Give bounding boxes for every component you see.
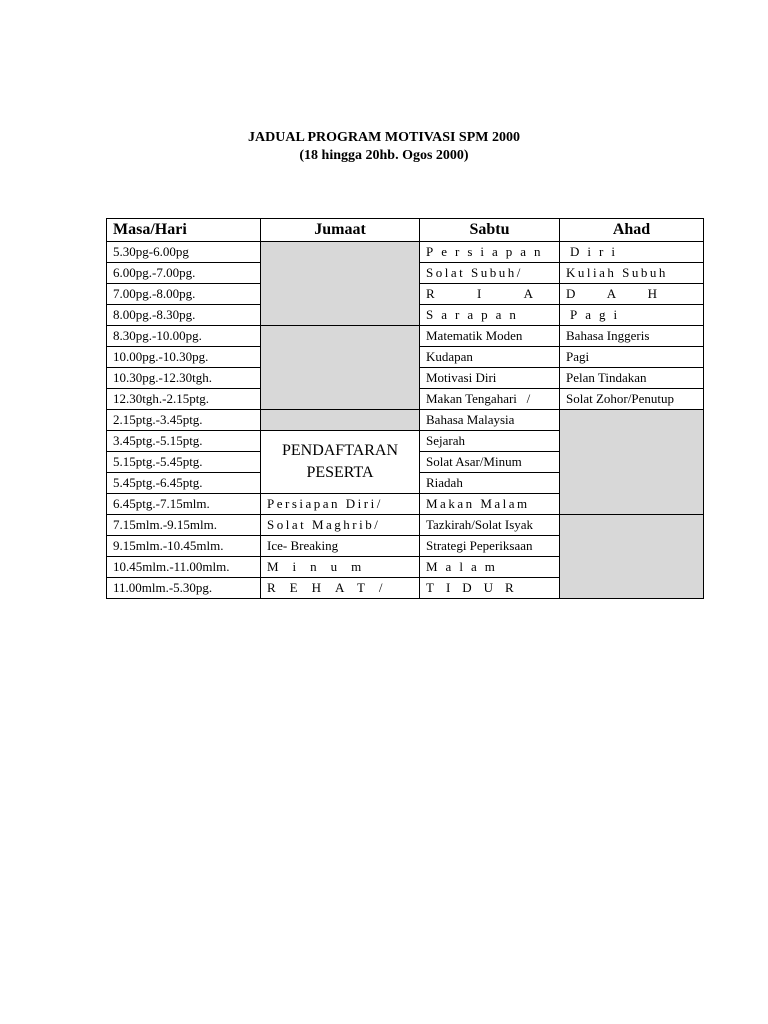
time-cell: 3.45ptg.-5.15ptg. (107, 431, 261, 452)
sabtu-cell: Kudapan (420, 347, 560, 368)
header-sabtu: Sabtu (420, 219, 560, 242)
header-masa-hari: Masa/Hari (107, 219, 261, 242)
schedule-table (106, 218, 704, 599)
ahad-cell: Pagi (560, 347, 704, 368)
sabtu-cell: Sarapan (420, 305, 560, 326)
sabtu-cell: Solat Subuh/ (420, 263, 560, 284)
time-cell: 7.15mlm.-9.15mlm. (107, 515, 261, 536)
riadah-letter: A (606, 286, 617, 301)
time-cell: 10.45mlm.-11.00mlm. (107, 557, 261, 578)
time-cell: 5.30pg-6.00pg (107, 242, 261, 263)
jumaat-cell: Solat Maghrib/ (261, 515, 420, 536)
sabtu-cell: Motivasi Diri (420, 368, 560, 389)
sabtu-cell: Matematik Moden (420, 326, 560, 347)
sabtu-cell: TIDUR (420, 578, 560, 599)
ahad-cell: Kuliah Subuh (560, 263, 704, 284)
sabtu-cell: Strategi Peperiksaan (420, 536, 560, 557)
table-row (107, 410, 704, 431)
ahad-cell: Bahasa Inggeris (560, 326, 704, 347)
time-cell: 8.30pg.-10.00pg. (107, 326, 261, 347)
time-cell: 11.00mlm.-5.30pg. (107, 578, 261, 599)
time-cell: 12.30tgh.-2.15ptg. (107, 389, 261, 410)
riadah-letter: R (426, 286, 435, 301)
riadah-letter: A (523, 286, 533, 301)
sabtu-cell: Persiapan (420, 242, 560, 263)
sabtu-cell (420, 284, 560, 305)
ahad-cell: Diri (560, 242, 704, 263)
header-ahad: Ahad (560, 219, 704, 242)
jumaat-cell: Ice- Breaking (261, 536, 420, 557)
time-cell: 7.00pg.-8.00pg. (107, 284, 261, 305)
sabtu-cell: Malam (420, 557, 560, 578)
ahad-cell: Pagi (560, 305, 704, 326)
time-cell: 10.30pg.-12.30tgh. (107, 368, 261, 389)
pendaftaran-peserta-cell: PENDAFTARAN PESERTA (261, 431, 420, 494)
document-title: JADUAL PROGRAM MOTIVASI SPM 2000 (248, 130, 520, 145)
time-cell: 5.45ptg.-6.45ptg. (107, 473, 261, 494)
table-row (107, 242, 704, 263)
jumaat-cell: REHAT/ (261, 578, 420, 599)
sabtu-cell: Makan Malam (420, 494, 560, 515)
time-cell: 10.00pg.-10.30pg. (107, 347, 261, 368)
sabtu-cell: Riadah (420, 473, 560, 494)
time-cell: 6.00pg.-7.00pg. (107, 263, 261, 284)
jumaat-empty-midday (261, 326, 420, 410)
ahad-empty-afternoon (560, 410, 704, 515)
table-row (107, 326, 704, 347)
jumaat-cell: Persiapan Diri/ (261, 494, 420, 515)
document-subtitle: (18 hingga 20hb. Ogos 2000) (299, 148, 469, 163)
sabtu-cell: Tazkirah/Solat Isyak (420, 515, 560, 536)
time-cell: 2.15ptg.-3.45ptg. (107, 410, 261, 431)
time-cell: 8.00pg.-8.30pg. (107, 305, 261, 326)
sabtu-cell: Bahasa Malaysia (420, 410, 560, 431)
sabtu-cell: Solat Asar/Minum (420, 452, 560, 473)
ahad-cell: Pelan Tindakan (560, 368, 704, 389)
header-jumaat: Jumaat (261, 219, 420, 242)
table-header-row (107, 219, 704, 242)
ahad-cell (560, 284, 704, 305)
riadah-letter: D (566, 286, 576, 301)
ahad-empty-night (560, 515, 704, 599)
table-row (107, 515, 704, 536)
jumaat-empty-afternoon (261, 410, 420, 431)
sabtu-cell: Sejarah (420, 431, 560, 452)
time-cell: 9.15mlm.-10.45mlm. (107, 536, 261, 557)
jumaat-cell: Minum (261, 557, 420, 578)
jumaat-empty-morning (261, 242, 420, 326)
time-cell: 5.15ptg.-5.45ptg. (107, 452, 261, 473)
ahad-cell: Solat Zohor/Penutup (560, 389, 704, 410)
sabtu-cell: Makan Tengahari / (420, 389, 560, 410)
time-cell: 6.45ptg.-7.15mlm. (107, 494, 261, 515)
riadah-letter: I (476, 286, 482, 301)
riadah-letter: H (647, 286, 657, 301)
